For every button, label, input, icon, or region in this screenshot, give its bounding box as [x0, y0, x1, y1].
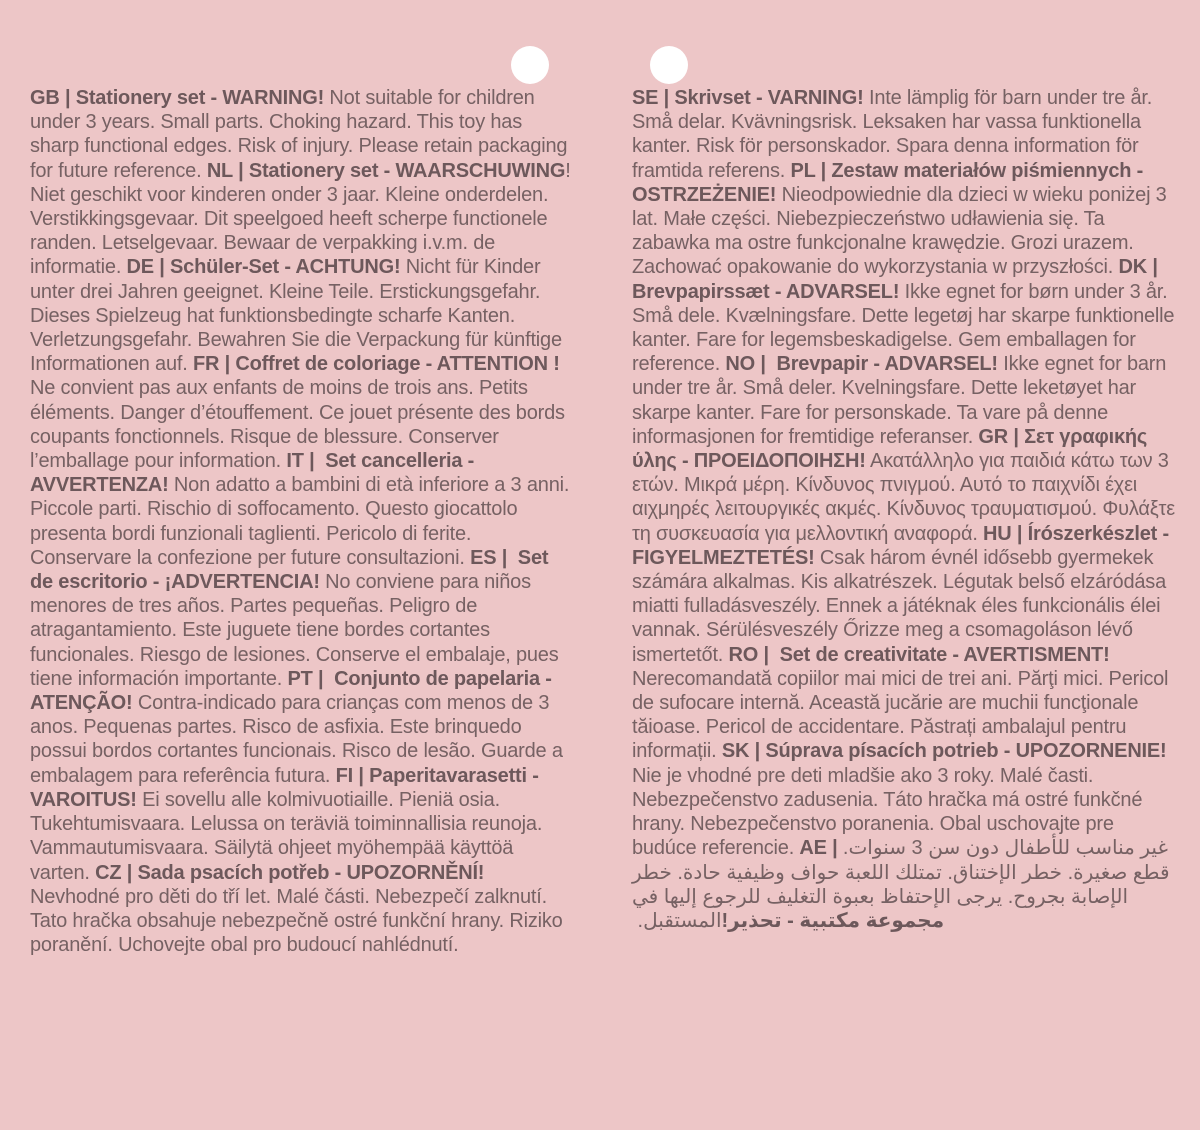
warning-column-right — [632, 86, 1178, 957]
warning-body-text: Nicht für Kinder unter drei Jahren geeignet. Kleine Teile. Erstickungsgefahr. Dieses Spielzeug hat funktionsbedingte scharfe Kanten. Verletzungsgefahr. Bewahren Sie die Verpackung für künftige Informationen auf. — [30, 256, 562, 376]
language-warning-header: ES | Set de escritorio - ¡ADVERTENCIA! — [30, 546, 549, 594]
punch-hole-left-icon — [511, 46, 549, 84]
warning-body-text: Ne convient pas aux enfants de moins de trois ans. Petits éléments. Danger d’étouffement. Ce jouet présente des bords coupants fonctionnels. Risque de blessure. Conserver l’emballage pour information. — [30, 377, 565, 473]
warning-body-text: Ikke egnet for børn under 3 år. Små dele. Kvælningsfare. Dette legetøj har skarpe funktionelle kanter. Fare for legemsbeskadigelse. Gem emballagen for reference. — [632, 280, 1175, 376]
warning-body-text: Non adatto a bambini di età inferiore a 3 anni. Piccole parti. Rischio di soffocamento. Questo giocattolo presenta bordi funzionali taglienti. Pericolo di ferite. Conservare la confezione per future consultazioni. — [30, 474, 570, 569]
language-warning-header: مجموعة مكتبية - تحذير! — [721, 909, 945, 932]
warning-body-text: Nevhodné pro děti do tří let. Malé části. Nebezpečí zalknutí. Tato hračka obsahuje nebezpečně ostré funkční hrany. Riziko poranění. Uchovejte obal pro budoucí nahlédnutí. — [30, 885, 563, 957]
punch-hole-right-icon — [650, 46, 688, 84]
language-warning-header: RO | Set de creativitate - AVERTISMENT! — [728, 643, 1110, 666]
warning-body-text: Inte lämplig för barn under tre år. Små delar. Kvävningsrisk. Leksaken har vassa funktionella kanter. Risk för personskador. Spara denna information för framtida referens. — [632, 87, 1153, 182]
warning-column-left — [30, 86, 576, 957]
warning-body-text: Contra-indicado para crianças com menos de 3 anos. Pequenas partes. Risco de asfixia. Este brinquedo possui bordos cortantes funcionais. Risco de lesão. Guarde a embalagem para referência futura. — [30, 692, 563, 787]
language-warning-header: SE | Skrivset - VARNING! — [632, 87, 864, 109]
language-warning-header: FI | Paperitavarasetti - VAROITUS! — [30, 764, 539, 811]
warning-body-text: غير مناسب للأطفال دون سن 3 سنوات. قطع صغيرة. خطر الإختناق. تمتلك اللعبة حواف وظيفية حادة. خطر الإصابة بجروح. يرجى الإحتفاظ بعبوة التغليف للرجوع إليها في المستقبل. — [632, 837, 1170, 932]
warning-body-text: Ikke egnet for barn under tre år. Små deler. Kvelningsfare. Dette leketøyet har skarpe kanter. Fare for personskade. Ta vare på denne informasjonen for fremtidige referanser. — [632, 353, 1167, 448]
warning-body-text: Csak három évnél idősebb gyermekek számára alkalmas. Kis alkatrészek. Légutak belső elzáródása miatti fulladásveszély. Ennek a játéknak éles funkcionális élei vannak. Sérülésveszély Őrizze meg a csomagoláson lévő ismertetőt. — [632, 546, 1167, 666]
warning-body-text: Nerecomandată copiilor mai mici de trei ani. Părţi mici. Pericol de sufocare internă. Această jucărie are muchii funcţionale tăioase. Pericol de accidentare. Păstrați ambalajul pentru informații. — [632, 667, 1169, 763]
language-warning-header: PL | Zestaw materiałów piśmiennych - OSTRZEŻENIE! — [632, 159, 1144, 206]
warning-body-text: Nieodpowiednie dla dzieci w wieku poniżej 3 lat. Małe części. Niebezpieczeństwo udławienia się. Ta zabawka ma ostre funkcjonalne krawędzie. Grozi urazem. Zachować opakowanie do wykorzystania w przyszłości. — [632, 183, 1167, 279]
language-warning-header: IT | Set cancelleria - AVVERTENZA! — [30, 450, 475, 497]
language-warning-header: NO | Brevpapir - ADVARSEL! — [725, 353, 998, 376]
warning-body-text: Ei sovellu alle kolmivuotiaille. Pieniä osia. Tukehtumisvaara. Lelussa on teräviä toiminnallisia reunoja. Vammautumisvaara. Säilytä ohjeet myöhempää käyttöä varten. — [30, 788, 543, 884]
warning-body-text: Ακατάλληλο για παιδιά κάτω των 3 ετών. Μικρά μέρη. Κίνδυνος πνιγμού. Αυτό το παιχνίδι έχει αιχμηρές λειτουργικές ακμές. Κίνδυνος τραυματισμού. Φυλάξτε τη συσκευασία για μελλοντική αναφορά. — [632, 450, 1175, 545]
language-warning-header: DE | Schüler-Set - ACHTUNG! — [126, 256, 401, 279]
language-warning-header: DK | Brevpapirssæt - ADVARSEL! — [632, 256, 1164, 303]
language-warning-header: SK | Súprava písacích potrieb - UPOZORNENIE! — [721, 740, 1167, 763]
language-warning-header: NL | Stationery set - WAARSCHUWING — [206, 159, 566, 182]
language-warning-header: GB | Stationery set - WARNING! — [30, 87, 325, 109]
language-warning-header: HU | Írószerkészlet - FIGYELMEZTETÉS! — [632, 522, 1169, 569]
language-warning-header: PT | Conjunto de papelaria - ATENÇÃO! — [30, 667, 552, 715]
warning-body-text: No conviene para niños menores de tres años. Partes pequeñas. Peligro de atragantamiento. Este juguete tiene bordes cortantes funcionales. Riesgo de lesiones. Conserve el embalaje, pues tiene información importante. — [30, 571, 559, 690]
warning-body-text: Nie je vhodné pre deti mladšie ako 3 roky. Malé časti. Nebezpečenstvo zadusenia. Táto hračka má ostré funkčné hrany. Nebezpečenstvo poranenia. Obal uschovajte pre budúce referencie. — [632, 764, 1143, 860]
language-warning-header: GR | Σετ γραφικής ύλης - ΠΡΟΕΙΔΟΠΟΙΗΣΗ! — [632, 425, 1148, 473]
warning-body-text: Not suitable for children under 3 years. Small parts. Choking hazard. This toy has sharp functional edges. Risk of injury. Please retain packaging for future reference. — [30, 87, 568, 182]
language-warning-header: CZ | Sada psacích potřeb - UPOZORNĚNÍ! — [95, 861, 485, 884]
warning-body-text: ! Niet geschikt voor kinderen onder 3 jaar. Kleine onderdelen. Verstikkingsgevaar. Dit speelgoed heeft scherpe functionele randen. Letselgevaar. Bewaar de verpakking i.v.m. de informatie. — [30, 159, 571, 279]
language-warning-header: AE | — [799, 837, 843, 860]
language-warning-header: FR | Coffret de coloriage - ATTENTION ! — [192, 353, 560, 376]
warning-text-area — [30, 86, 1178, 957]
